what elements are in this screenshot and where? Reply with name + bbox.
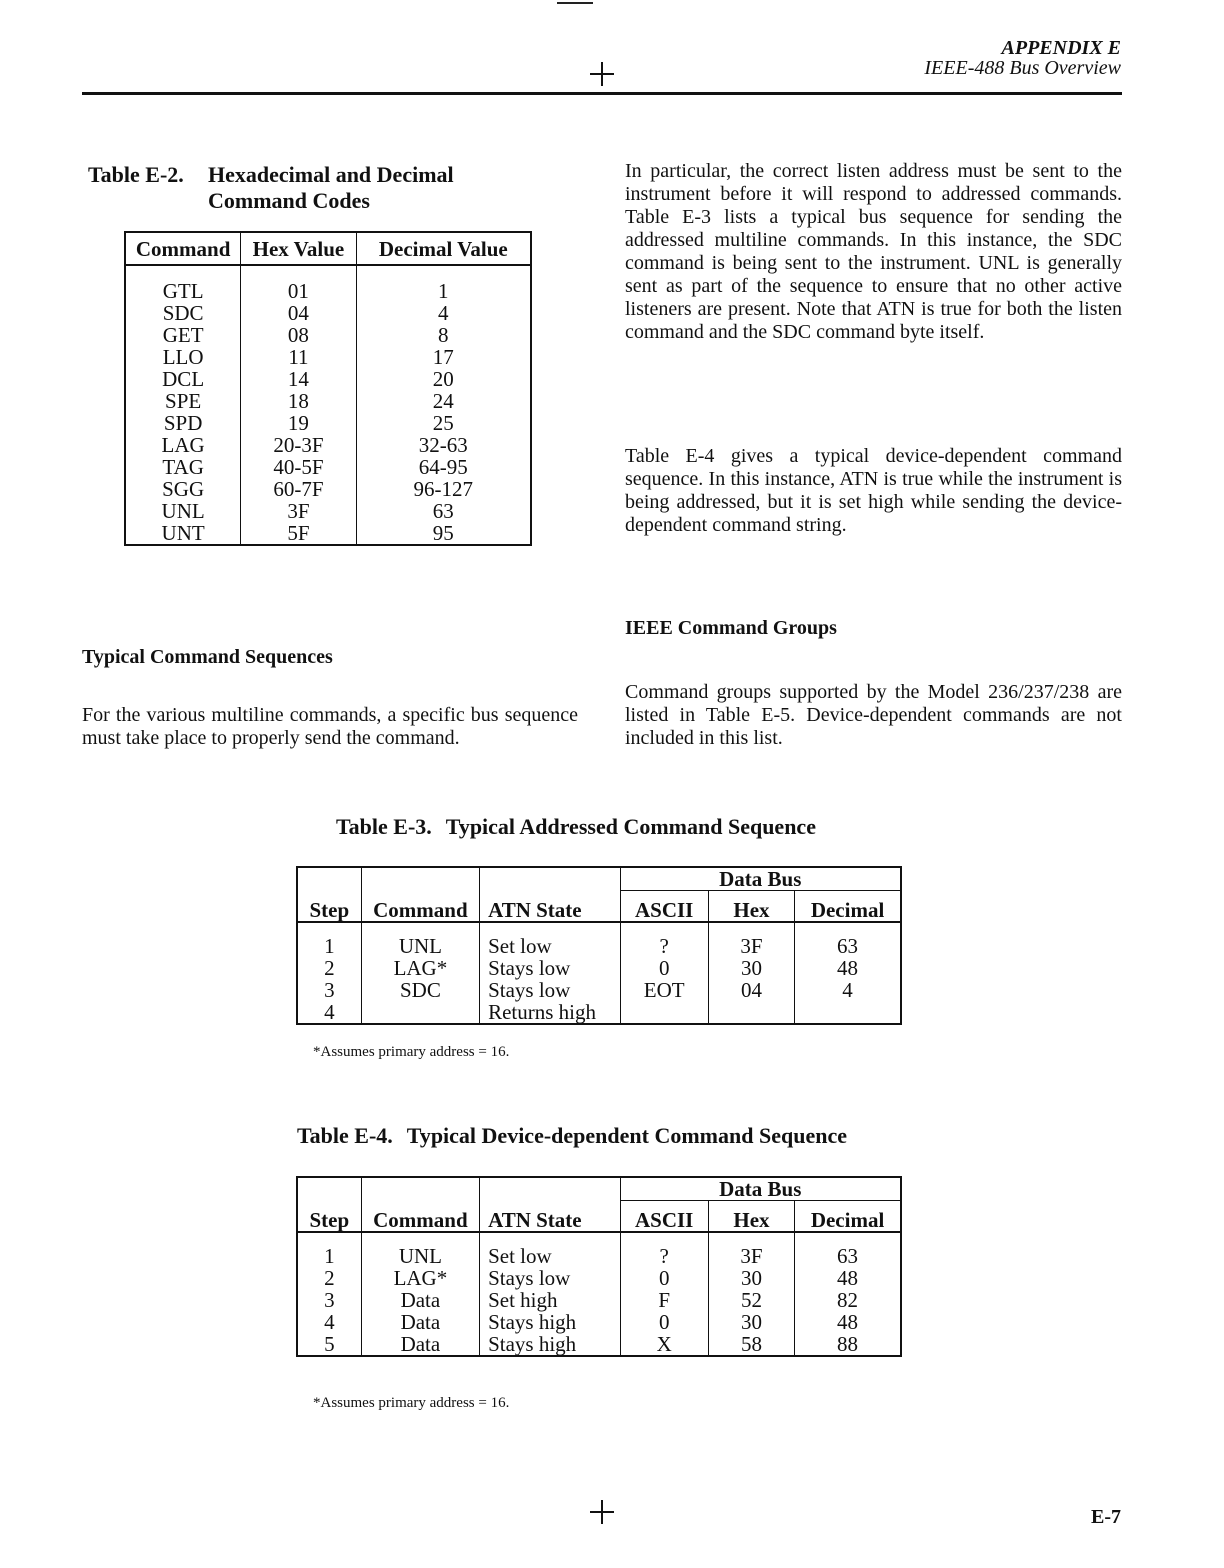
appendix-subtitle: IEEE-488 Bus Overview bbox=[924, 57, 1121, 79]
table-cell: 01 bbox=[241, 280, 356, 302]
table-cell: GTL bbox=[125, 280, 241, 302]
table-cell: 4 bbox=[438, 301, 449, 325]
table-row bbox=[297, 1333, 901, 1356]
table-e2-title-line1: Hexadecimal and Decimal bbox=[208, 162, 454, 187]
table-cell: UNL bbox=[361, 1245, 479, 1267]
table-cell: 8 bbox=[438, 323, 449, 347]
heading-typical-command-sequences: Typical Command Sequences bbox=[82, 646, 333, 668]
table-cell: 30 bbox=[708, 1267, 794, 1289]
header-rule bbox=[82, 92, 1122, 95]
table-cell bbox=[795, 1001, 901, 1024]
table-row bbox=[125, 500, 531, 522]
table-row bbox=[297, 957, 901, 979]
column-header: Command bbox=[361, 1201, 479, 1233]
table-cell: 04 bbox=[241, 302, 356, 324]
table-e4 bbox=[296, 1176, 902, 1357]
table-cell bbox=[708, 1001, 794, 1024]
table-row bbox=[297, 1001, 901, 1024]
table-cell: 25 bbox=[432, 411, 454, 435]
table-row bbox=[125, 390, 531, 412]
table-row bbox=[125, 456, 531, 478]
table-e4-number: Table E-4. bbox=[297, 1123, 393, 1148]
table-cell: X bbox=[620, 1333, 708, 1356]
table-cell: Data bbox=[361, 1311, 479, 1333]
table-cell: 58 bbox=[708, 1333, 794, 1356]
table-row bbox=[297, 1289, 901, 1311]
table-row bbox=[125, 280, 531, 302]
table-cell: Stays high bbox=[480, 1333, 620, 1356]
column-header: Decimal bbox=[795, 891, 901, 923]
table-cell: 08 bbox=[241, 324, 356, 346]
table-cell: 60-7F bbox=[241, 478, 356, 500]
table-e4-title-text: Typical Device-dependent Command Sequence bbox=[406, 1123, 847, 1148]
table-e2-body bbox=[125, 265, 531, 545]
table-cell: 63 bbox=[837, 934, 859, 958]
table-cell: 0 bbox=[620, 1267, 708, 1289]
table-cell: 48 bbox=[837, 1266, 859, 1290]
table-row bbox=[297, 979, 901, 1001]
table-cell: 64-95 bbox=[418, 455, 468, 479]
table-e2-number: Table E-2. bbox=[88, 162, 184, 187]
table-cell: 0 bbox=[620, 957, 708, 979]
column-header: Command bbox=[125, 232, 241, 265]
table-cell: 3F bbox=[708, 935, 794, 957]
table-cell: 5F bbox=[241, 522, 356, 545]
table-cell: DCL bbox=[125, 368, 241, 390]
table-cell: 3 bbox=[297, 979, 361, 1001]
table-e3-footnote: *Assumes primary address = 16. bbox=[313, 1044, 510, 1060]
paragraph-multiline-commands: For the various multiline commands, a specific bus sequence must take place to properly send the command. bbox=[82, 704, 578, 749]
table-row bbox=[125, 324, 531, 346]
table-cell: 30 bbox=[708, 1311, 794, 1333]
table-cell: 4 bbox=[297, 1311, 361, 1333]
table-cell: 95 bbox=[432, 521, 454, 545]
table-cell: 4 bbox=[297, 1001, 361, 1024]
table-cell: 14 bbox=[241, 368, 356, 390]
table-cell: 1 bbox=[438, 279, 449, 303]
table-cell: Set low bbox=[480, 935, 620, 957]
table-cell: 0 bbox=[620, 1311, 708, 1333]
table-cell: 3F bbox=[241, 500, 356, 522]
column-header: ASCII bbox=[620, 891, 708, 923]
paragraph-device-dependent: Table E-4 gives a typical device-dependent command sequence. In this instance, ATN is true while the instrument is being addressed, but it is set high while sending the device-dependent command string. bbox=[625, 445, 1122, 536]
table-cell: 32-63 bbox=[418, 433, 468, 457]
appendix-label: APPENDIX E bbox=[1001, 37, 1121, 59]
table-e3-number: Table E-3. bbox=[336, 814, 432, 839]
table-cell: 24 bbox=[432, 389, 454, 413]
registration-cross-icon bbox=[590, 62, 614, 86]
column-header: Decimal bbox=[795, 1201, 901, 1233]
table-row bbox=[125, 522, 531, 545]
table-cell: 30 bbox=[708, 957, 794, 979]
table-row bbox=[125, 434, 531, 456]
table-cell: 17 bbox=[432, 345, 454, 369]
table-cell: 2 bbox=[297, 957, 361, 979]
table-cell: 48 bbox=[837, 1310, 859, 1334]
table-cell: SGG bbox=[125, 478, 241, 500]
table-cell: 20 bbox=[432, 367, 454, 391]
table-cell: ? bbox=[620, 935, 708, 957]
table-cell: 82 bbox=[837, 1288, 859, 1312]
table-cell: Stays low bbox=[480, 957, 620, 979]
table-cell: 20-3F bbox=[241, 434, 356, 456]
column-header: ATN State bbox=[480, 1201, 620, 1233]
table-cell: Returns high bbox=[480, 1001, 620, 1024]
table-cell: 63 bbox=[837, 1244, 859, 1268]
table-cell: LLO bbox=[125, 346, 241, 368]
column-header: Hex bbox=[708, 891, 794, 923]
table-cell: UNL bbox=[361, 935, 479, 957]
data-bus-header: Data Bus bbox=[620, 867, 901, 891]
table-cell: SPE bbox=[125, 390, 241, 412]
table-cell: SDC bbox=[361, 979, 479, 1001]
table-cell: 3F bbox=[708, 1245, 794, 1267]
table-cell: 04 bbox=[708, 979, 794, 1001]
table-cell: 40-5F bbox=[241, 456, 356, 478]
table-cell: Set high bbox=[480, 1289, 620, 1311]
table-e3-body bbox=[297, 922, 901, 1024]
table-e3-title bbox=[336, 814, 816, 840]
column-header: Command bbox=[361, 891, 479, 923]
table-row bbox=[297, 1311, 901, 1333]
table-e4-footnote: *Assumes primary address = 16. bbox=[313, 1395, 510, 1411]
table-cell: GET bbox=[125, 324, 241, 346]
table-e4-title bbox=[297, 1123, 847, 1149]
table-row bbox=[125, 412, 531, 434]
table-cell: 4 bbox=[842, 978, 853, 1002]
table-e2-title-line2: Command Codes bbox=[208, 188, 370, 213]
table-e4-body bbox=[297, 1232, 901, 1356]
column-header: ATN State bbox=[480, 891, 620, 923]
table-cell: Data bbox=[361, 1333, 479, 1356]
table-cell: TAG bbox=[125, 456, 241, 478]
column-header: Hex bbox=[708, 1201, 794, 1233]
table-row bbox=[297, 935, 901, 957]
table-e2 bbox=[124, 231, 532, 546]
table-e3-title-text: Typical Addressed Command Sequence bbox=[445, 814, 816, 839]
table-row bbox=[125, 368, 531, 390]
table-cell: F bbox=[620, 1289, 708, 1311]
table-cell: 19 bbox=[241, 412, 356, 434]
table-cell: SDC bbox=[125, 302, 241, 324]
table-cell: 52 bbox=[708, 1289, 794, 1311]
table-cell: EOT bbox=[620, 979, 708, 1001]
table-cell: Stays low bbox=[480, 979, 620, 1001]
table-cell: Data bbox=[361, 1289, 479, 1311]
column-header: Step bbox=[297, 1201, 361, 1233]
table-cell: LAG bbox=[125, 434, 241, 456]
table-cell: 5 bbox=[297, 1333, 361, 1356]
table-cell: 2 bbox=[297, 1267, 361, 1289]
table-cell: 63 bbox=[432, 499, 454, 523]
table-cell: Stays high bbox=[480, 1311, 620, 1333]
column-header: Step bbox=[297, 891, 361, 923]
table-cell bbox=[361, 1001, 479, 1024]
table-cell: 48 bbox=[837, 956, 859, 980]
table-row bbox=[297, 1267, 901, 1289]
table-cell: LAG* bbox=[361, 957, 479, 979]
column-header: ASCII bbox=[620, 1201, 708, 1233]
table-cell: Stays low bbox=[480, 1267, 620, 1289]
table-cell: 1 bbox=[297, 1245, 361, 1267]
table-cell: 3 bbox=[297, 1289, 361, 1311]
table-cell: 18 bbox=[241, 390, 356, 412]
column-header: Hex Value bbox=[241, 232, 356, 265]
table-cell: LAG* bbox=[361, 1267, 479, 1289]
registration-cross-icon bbox=[590, 1500, 614, 1524]
table-cell: UNL bbox=[125, 500, 241, 522]
table-cell: SPD bbox=[125, 412, 241, 434]
table-e3 bbox=[296, 866, 902, 1025]
table-row bbox=[125, 478, 531, 500]
page-number: E-7 bbox=[1091, 1506, 1121, 1528]
table-row bbox=[125, 302, 531, 324]
table-cell: 88 bbox=[837, 1332, 859, 1356]
data-bus-header: Data Bus bbox=[620, 1177, 901, 1201]
table-cell: 1 bbox=[297, 935, 361, 957]
table-cell: Set low bbox=[480, 1245, 620, 1267]
top-crop-mark bbox=[557, 2, 593, 4]
table-row bbox=[125, 346, 531, 368]
paragraph-addressed-commands: In particular, the correct listen address must be sent to the instrument before it will respond to addressed commands. Table E-3 lists a typical bus sequence for sending the addressed multiline commands. In this instance, the SDC command is being sent to the instrument. UNL is generally sent as part of the sequence to ensure that no other active listeners are present. Note that ATN is true for both the listen command and the SDC command byte itself. bbox=[625, 160, 1122, 343]
column-header: Decimal Value bbox=[356, 232, 531, 265]
table-cell: 11 bbox=[241, 346, 356, 368]
table-cell: UNT bbox=[125, 522, 241, 545]
heading-ieee-command-groups: IEEE Command Groups bbox=[625, 617, 837, 639]
paragraph-command-groups: Command groups supported by the Model 236/237/238 are listed in Table E-5. Device-dependent commands are not included in this list. bbox=[625, 681, 1122, 749]
table-e2-title bbox=[88, 162, 454, 214]
table-row bbox=[297, 1245, 901, 1267]
table-cell: ? bbox=[620, 1245, 708, 1267]
table-cell bbox=[620, 1001, 708, 1024]
table-cell: 96-127 bbox=[413, 477, 474, 501]
